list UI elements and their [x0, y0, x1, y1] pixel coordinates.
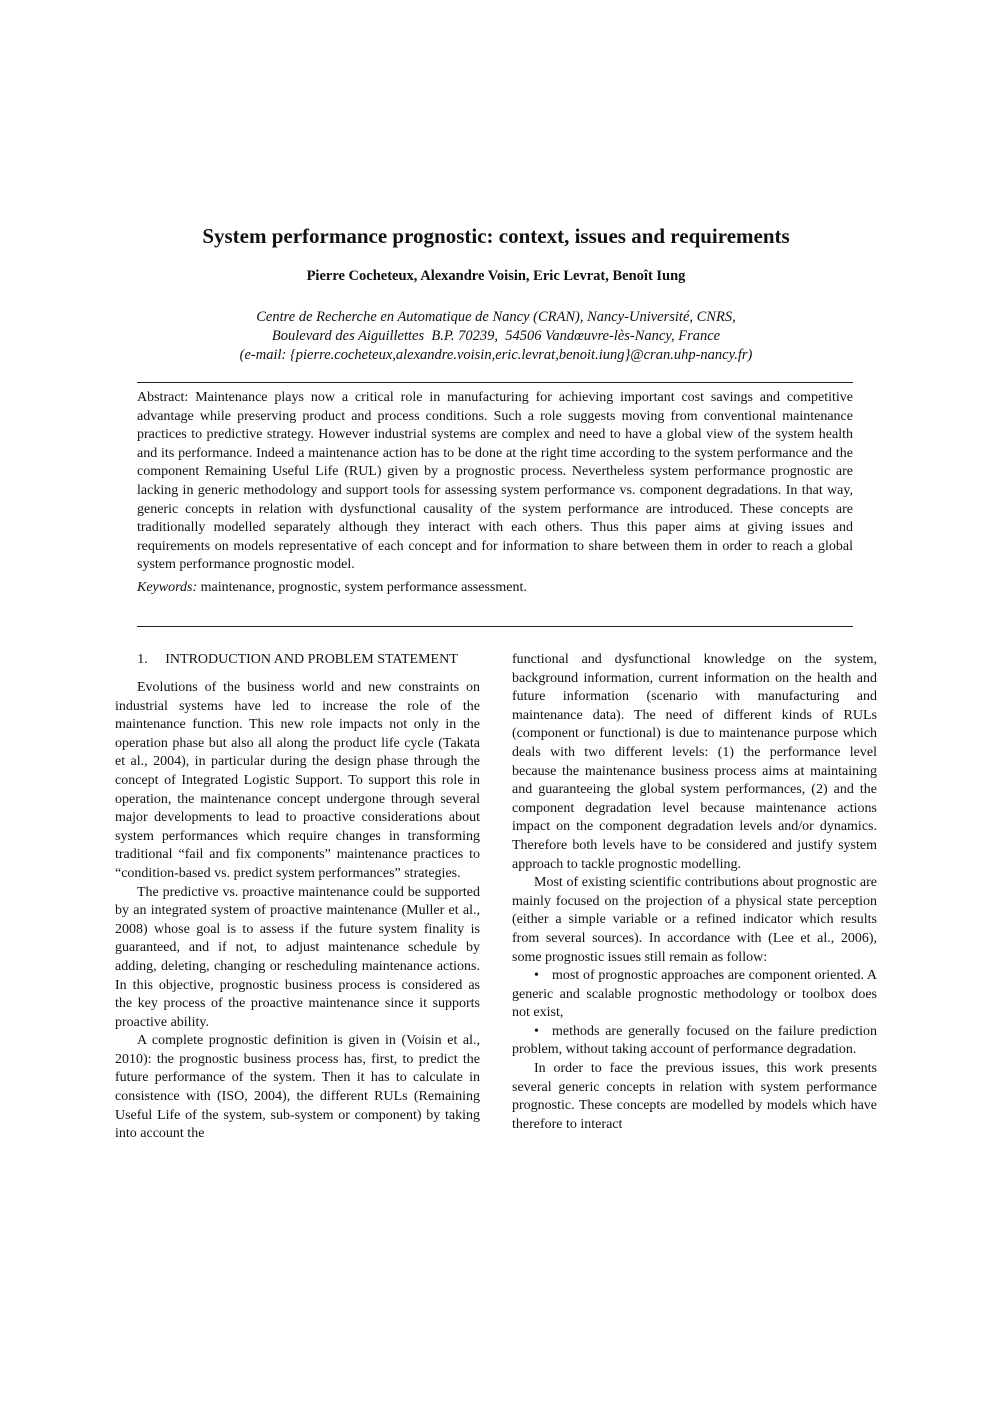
author-list: Pierre Cocheteux, Alexandre Voisin, Eric Levrat, Benoît Iung [306, 268, 686, 284]
abstract-block [137, 389, 853, 598]
bullet-icon: • [534, 968, 539, 984]
paper-title: System performance prognostic: context, issues and requirements [202, 224, 790, 248]
bullet-text: methods are generally focused on the failure prediction problem, without taking account of performance degradation. [512, 1023, 877, 1058]
bullet-item [512, 967, 877, 1023]
abstract-top-rule [137, 382, 853, 383]
right-column [512, 651, 877, 1134]
paragraph: The predictive vs. proactive maintenance could be supported by an integrated system of proactive maintenance (Muller et al., 2008) whose goal is to assess if the future system finality is guaranteed, and if not, to adjust maintenance schedule by adding, deleting, changing or rescheduling maintenance actions. In this objective, prognostic business process is considered as the key process of the proactive maintenance since it supports proactive ability. [115, 884, 480, 1030]
abstract-bottom-rule [137, 626, 853, 627]
paragraph: A complete prognostic definition is given in (Voisin et al., 2010): the prognostic business process has, first, to predict the future performance of the system. Then it has to calculate in consistence with (ISO, 2004), the different RULs (Remaining Useful Life of the system, sub-system or component) by taking into account the [115, 1033, 480, 1142]
affiliation-line: Centre de Recherche en Automatique de Nancy (CRAN), Nancy-Université, CNRS, [256, 309, 736, 325]
section-title: INTRODUCTION AND PROBLEM STATEMENT [165, 652, 458, 667]
left-column [115, 651, 480, 1144]
paragraph: Evolutions of the business world and new constraints on industrial systems have led to increase the role of the maintenance function. This new role impacts not only in the operation phase but also all along the product life cycle (Takata et al., 2004), in particular during the design phase through the concept of Integrated Logistic Support. To support this role in operation, the maintenance concept undergone through several major developments to lead to proactive considerations about system performances which require changes in transforming traditional “fail and fix components” maintenance practices to “condition-based vs. predict system performances” strategies. [115, 680, 480, 881]
section-number: 1. [137, 652, 148, 667]
bullet-item [512, 1023, 877, 1060]
affiliation-line: Boulevard des Aiguillettes B.P. 70239, 54506 Vandœuvre-lès-Nancy, France [271, 328, 721, 344]
abstract-text: Abstract: Maintenance plays now a critical role in manufacturing for achieving important cost savings and competitive advantage while preserving product and process conditions. Such a role suggests moving from conventional maintenance practices to predictive strategy. However industrial systems are complex and need to have a global view of the system health and its performance. Indeed a maintenance action has to be done at the right time according to the system performance and the component Remaining Useful Life (RUL) given by a prognostic process. Nevertheless system performance prognostic are lacking in generic methodology and support tools for assessing system performance vs. component degradations. In that way, generic concepts in relation with dysfunctional causality of the system performance are introduced. These concepts are traditionally modelled separately although they interact with each others. Thus this paper aims at giving issues and requirements on models representative of each concept and for information to share between them in order to reach a global system performance prognostic model. [137, 390, 853, 573]
keywords-label: Keywords: [137, 579, 198, 595]
affiliation-email: (e-mail: {pierre.cocheteux,alexandre.voisin,eric.levrat,benoit.iung}@cran.uhp-nancy.fr) [239, 347, 753, 363]
section-heading [115, 651, 480, 669]
bullet-icon: • [534, 1023, 539, 1039]
affiliation-block [0, 308, 992, 365]
paragraph: In order to face the previous issues, this work presents several generic concepts in relation with system performance prognostic. These concepts are modelled by models which have therefore to interact [512, 1061, 877, 1132]
paragraph: Most of existing scientific contributions about prognostic are mainly focused on the projection of a physical state perception (either a simple variable or a refined indicator which results from several sources). In accordance with (Lee et al., 2006), some prognostic issues still remain as follow: [512, 875, 877, 965]
paragraph-continuation: functional and dysfunctional knowledge on the system, background information, current information on the health and future information (scenario with manufacturing and maintenance data). The need of different kinds of RULs (component or functional) is due to maintenance purpose which deals with two different levels: (1) the performance level because the maintenance business process aims at maintaining and guaranteeing the global system performances, (2) and the component degradation level because maintenance actions impact on the component degradation levels and/or dynamics. Therefore both levels have to be considered and justify system approach to tackle prognostic modelling. [512, 652, 877, 872]
bullet-text: most of prognostic approaches are component oriented. A generic and scalable prognostic methodology or toolbox does not exist, [512, 968, 877, 1021]
keywords-line [137, 579, 853, 598]
keywords-text: maintenance, prognostic, system performance assessment. [197, 579, 527, 595]
